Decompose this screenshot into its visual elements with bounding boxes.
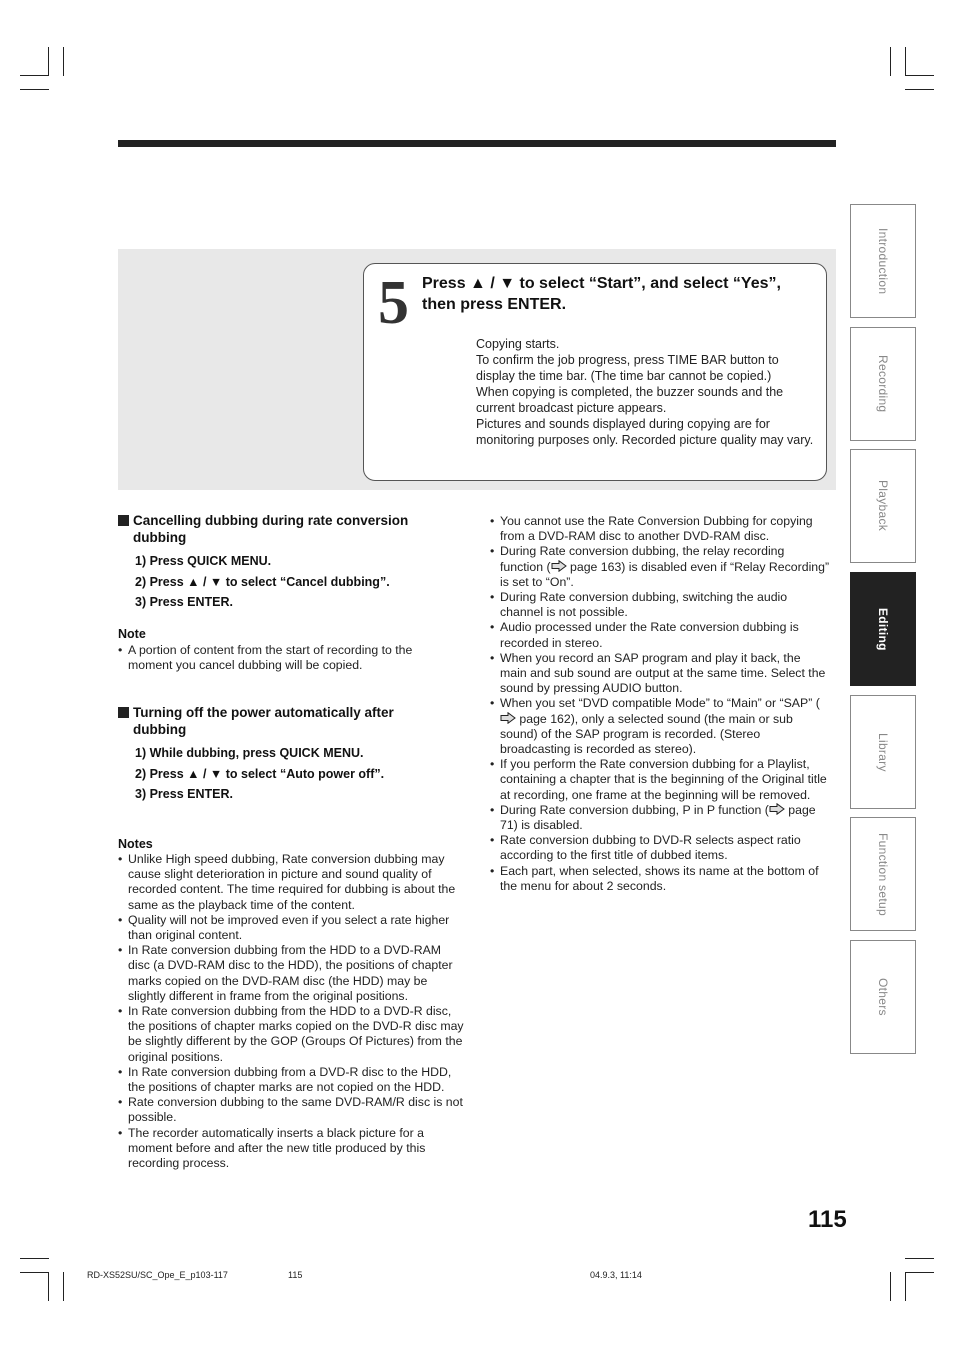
tab-recording[interactable]: Recording <box>850 327 916 441</box>
list-item: • Each part, when selected, shows its name at the bottom of the menu for about 2 seconds. <box>490 864 830 894</box>
tab-editing[interactable]: Editing <box>850 572 916 686</box>
list-item: • In Rate conversion dubbing from the HDD to a DVD-RAM disc (a DVD-RAM disc to the HDD), the positions of chapter marks copied on the DVD-RAM disc (the HDD) may be slightly different in frame from the original positions. <box>118 943 466 1004</box>
tab-others[interactable]: Others <box>850 940 916 1054</box>
section-power-title: Turning off the power automatically after dubbing <box>118 704 458 738</box>
arrow-right-outline-icon <box>551 560 567 572</box>
list-item: • When you record an SAP program and play it back, the main and sub sound are output at the same time. Select the sound by pressing AUDIO button. <box>490 651 830 697</box>
step-box <box>363 263 827 481</box>
list-item: • During Rate conversion dubbing, switching the audio channel is not possible. <box>490 590 830 620</box>
section-power-steps: 1) While dubbing, press QUICK MENU. 2) Press ▲ / ▼ to select “Auto power off”. 3) Press ENTER. <box>135 746 385 801</box>
step-number: 5 <box>378 269 409 337</box>
arrow-right-outline-icon <box>769 803 785 815</box>
list-item: • The recorder automatically inserts a black picture for a moment before and after the new title produced by this recording process. <box>118 1126 466 1172</box>
crop-mark <box>48 1272 49 1301</box>
crop-mark <box>905 1258 934 1259</box>
crop-mark <box>905 89 934 90</box>
list-item: • You cannot use the Rate Conversion Dubbing for copying from a DVD-RAM disc to another DVD-RAM disc. <box>490 514 830 544</box>
tab-introduction[interactable]: Introduction <box>850 204 916 318</box>
cancel-note-list <box>118 643 468 673</box>
tab-function-setup[interactable]: Function setup <box>850 817 916 931</box>
note-label: Note <box>118 627 146 641</box>
list-item: • Rate conversion dubbing to DVD-R selects aspect ratio according to the first title of dubbed items. <box>490 833 830 863</box>
crop-mark <box>20 75 49 76</box>
footer-file: RD-XS52SU/SC_Ope_E_p103-117 <box>87 1270 228 1280</box>
step-body: Copying starts. To confirm the job progress, press TIME BAR button to display the time bar. (The time bar cannot be copied.) When copying is completed, the buzzer sounds and the current broadcast picture appears. Pictures and sounds displayed during copying are for monitoring purposes only. Recorded picture quality may vary. <box>476 337 814 447</box>
crop-mark <box>905 47 906 76</box>
crop-mark <box>20 1272 49 1273</box>
header-rule <box>118 140 836 147</box>
list-item: • When you set “DVD compatible Mode” to “Main” or “SAP” ( page 162), only a selected sound (the main or sub sound) of the SAP program is recorded. (Stereo broadcasting is recorded as stereo). <box>490 696 830 757</box>
list-item: • Audio processed under the Rate conversion dubbing is recorded in stereo. <box>490 620 830 650</box>
list-item: • In Rate conversion dubbing from the HDD to a DVD-R disc, the positions of chapter marks copied on the DVD-R disc may be slightly different by the GOP (Groups Of Pictures) from the original positions. <box>118 1004 466 1065</box>
crop-mark <box>48 47 49 76</box>
footer-page: 115 <box>288 1270 303 1280</box>
list-item: • A portion of content from the start of recording to the moment you cancel dubbing will be copied. <box>118 643 468 673</box>
list-item: • Rate conversion dubbing to the same DVD-RAM/R disc is not possible. <box>118 1095 466 1125</box>
section-cancel-title: Cancelling dubbing during rate conversion dubbing <box>118 512 458 546</box>
arrow-right-outline-icon <box>500 712 516 724</box>
black-square-icon <box>118 515 129 526</box>
footer-date: 04.9.3, 11:14 <box>590 1270 642 1280</box>
crop-mark <box>905 1272 906 1301</box>
list-item: • If you perform the Rate conversion dubbing for a Playlist, containing a chapter that is the beginning of the Original title at recording, one frame at the beginning will be removed. <box>490 757 830 803</box>
crop-mark <box>905 75 934 76</box>
tab-library[interactable]: Library <box>850 695 916 809</box>
list-item: • Unlike High speed dubbing, Rate conversion dubbing may cause slight deterioration in picture and sound quality of recorded content. The time required for dubbing is about the same as the playback time of the content. <box>118 852 466 913</box>
crop-mark <box>20 1258 49 1259</box>
crop-mark <box>20 89 49 90</box>
tab-playback[interactable]: Playback <box>850 449 916 563</box>
right-notes-list <box>490 514 830 894</box>
black-square-icon <box>118 707 129 718</box>
crop-mark <box>63 1272 64 1301</box>
list-item: • Quality will not be improved even if you select a rate higher than original content. <box>118 913 466 943</box>
notes-list <box>118 852 466 1171</box>
page-number: 115 <box>808 1206 847 1233</box>
crop-mark <box>905 1272 934 1273</box>
crop-mark <box>890 47 891 76</box>
notes-label: Notes <box>118 837 153 851</box>
list-item: • In Rate conversion dubbing from a DVD-R disc to the HDD, the positions of chapter marks are not copied on the HDD. <box>118 1065 466 1095</box>
list-item: • During Rate conversion dubbing, the relay recording function ( page 163) is disabled even if “Relay Recording” is set to “On”. <box>490 544 830 590</box>
crop-mark <box>890 1272 891 1301</box>
step-heading: Press ▲ / ▼ to select “Start”, and select “Yes”, then press ENTER. <box>422 275 781 313</box>
section-cancel-steps: 1) Press QUICK MENU. 2) Press ▲ / ▼ to select “Cancel dubbing”. 3) Press ENTER. <box>135 554 390 609</box>
list-item: • During Rate conversion dubbing, P in P function ( page 71) is disabled. <box>490 803 830 833</box>
crop-mark <box>63 47 64 76</box>
